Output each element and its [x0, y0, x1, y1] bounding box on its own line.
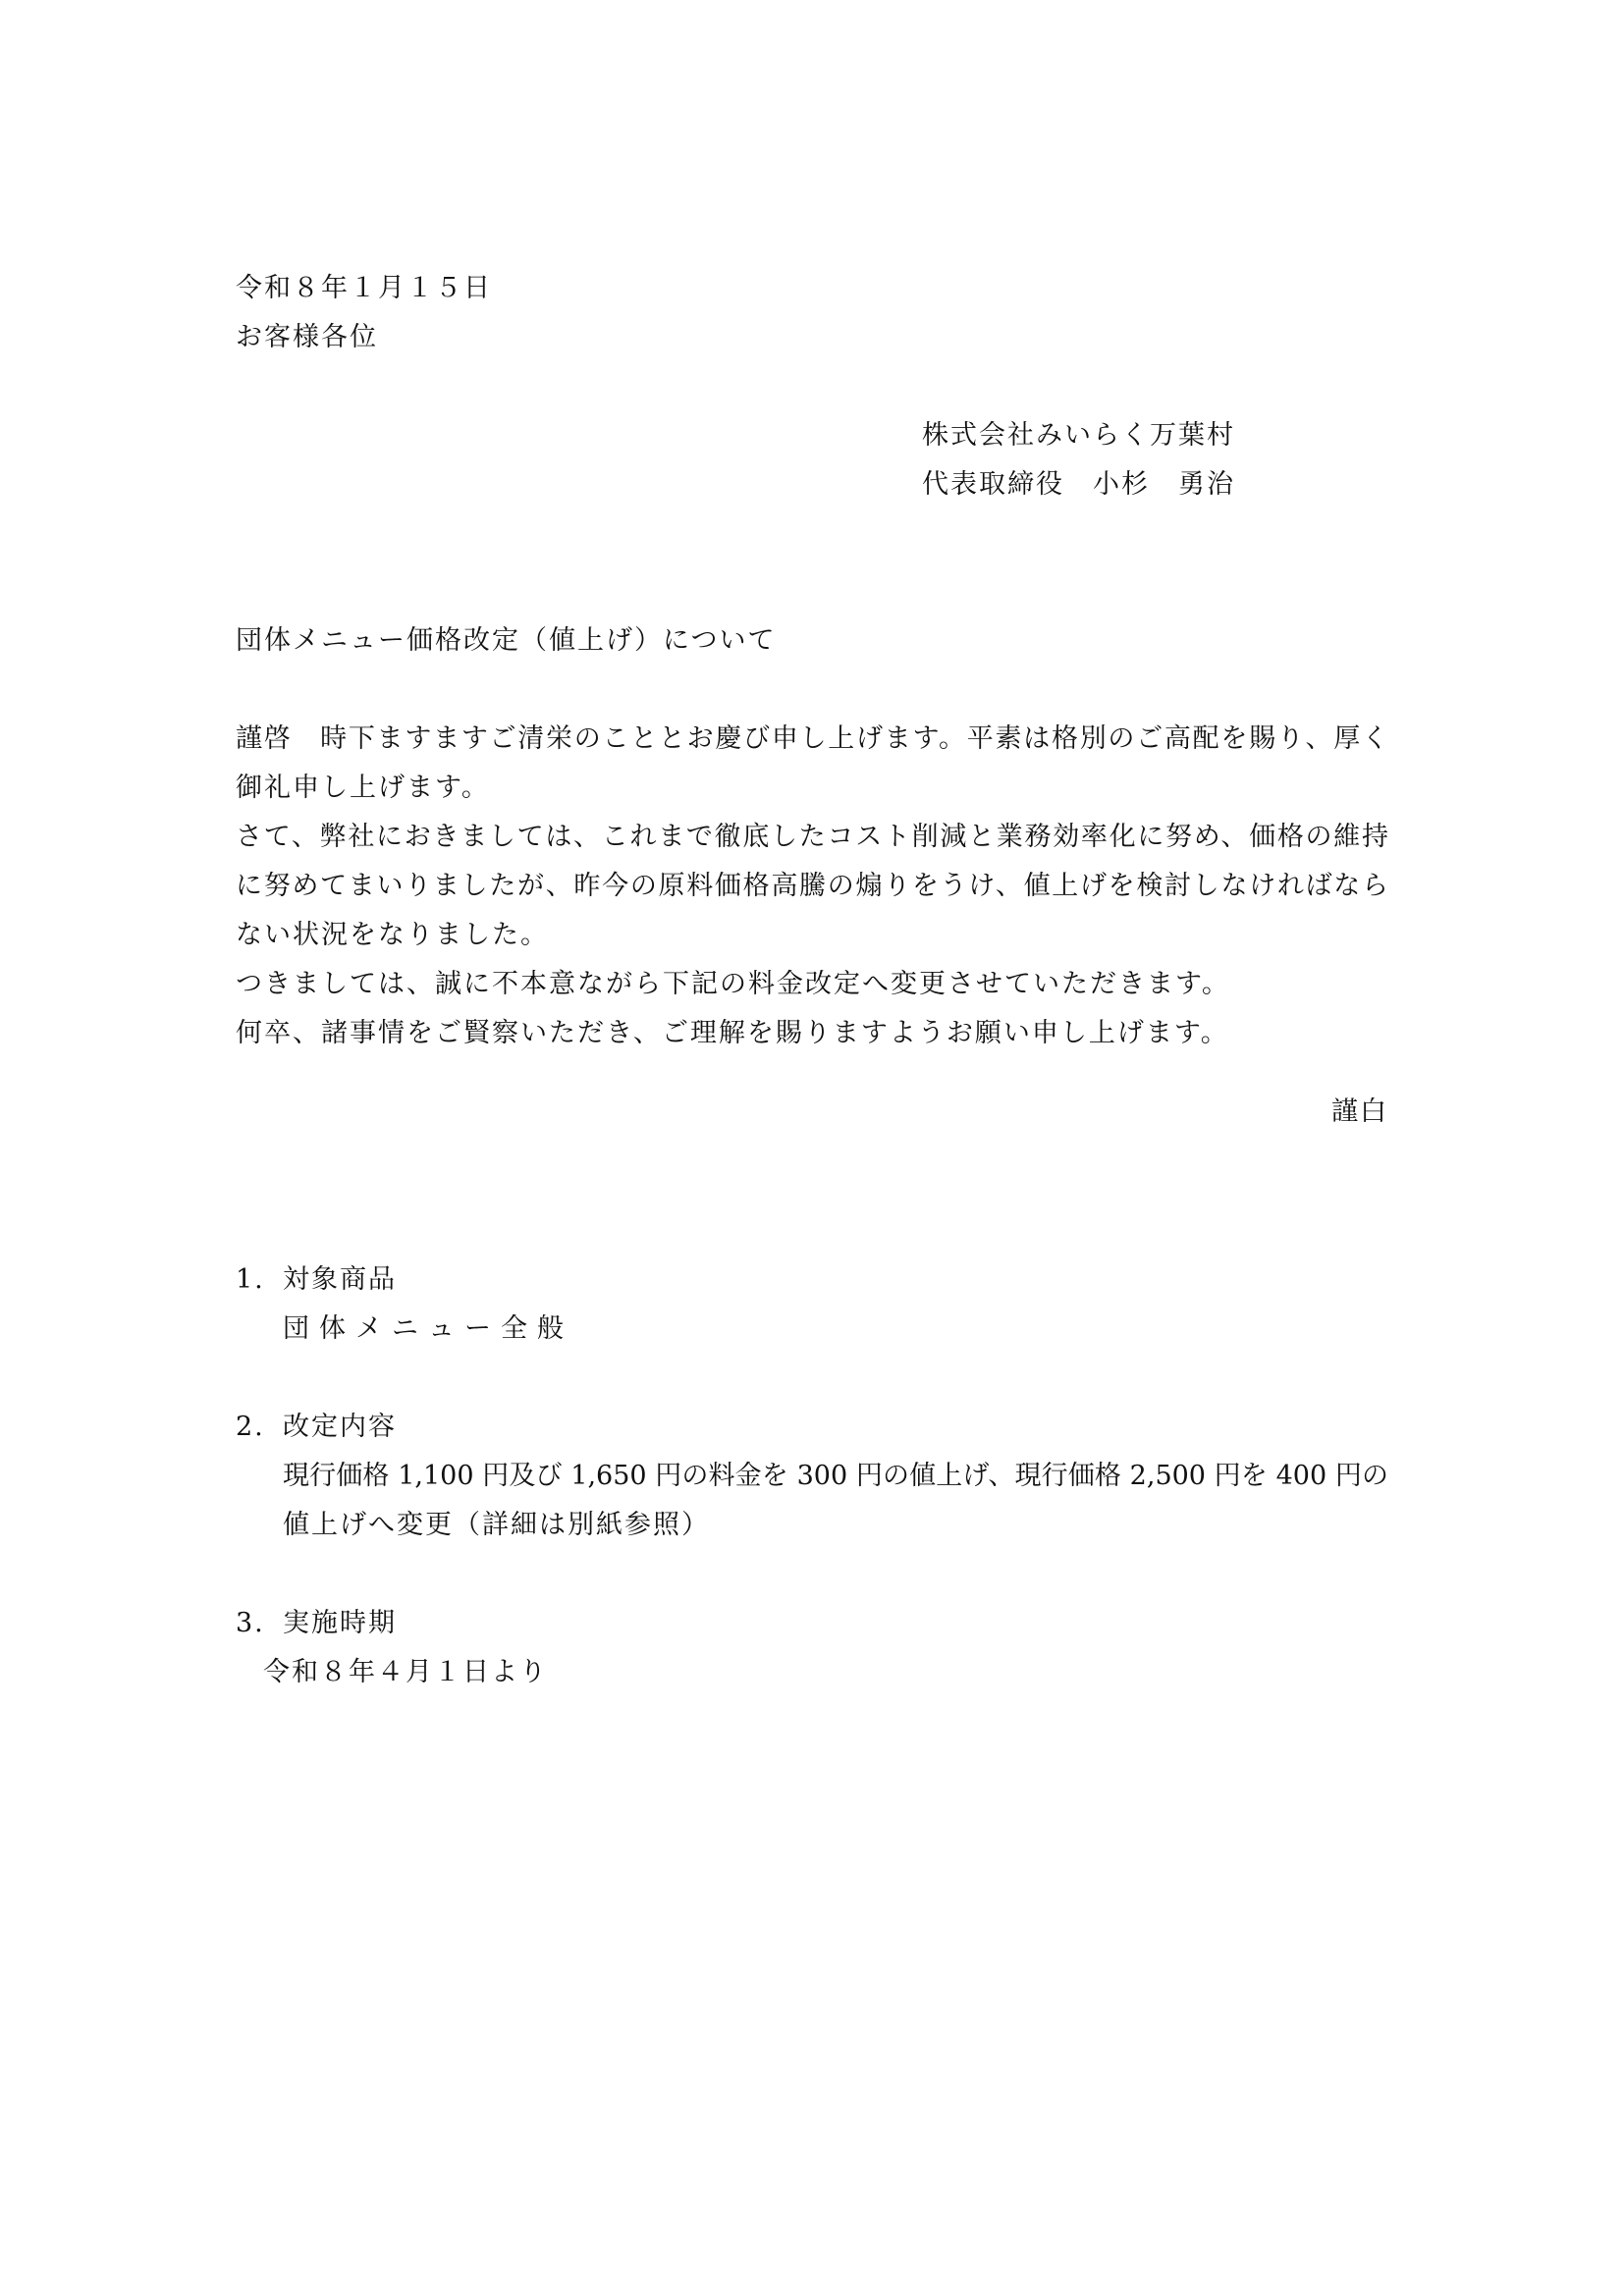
item-detail: 令和８年４月１日より [263, 1657, 548, 1687]
item-detail: 値上げへ変更（詳細は別紙参照） [283, 1510, 710, 1540]
item-heading: 対象商品 [283, 1264, 397, 1295]
body-line: さて、弊社におきましては、これまで徹底したコスト削減と業務効率化に努め、価格の維持 [236, 822, 1388, 852]
item-detail: 団体メニュー全般 [283, 1313, 573, 1344]
letter-recipient: お客様各位 [236, 322, 378, 352]
item-number: 1. [236, 1264, 265, 1295]
item-heading: 実施時期 [283, 1608, 397, 1638]
body-line: ない状況をなりました。 [236, 920, 549, 950]
item-heading: 改定内容 [283, 1412, 397, 1442]
body-line: に努めてまいりましたが、昨今の原料価格高騰の煽りをうけ、値上げを検討しなければなら [236, 871, 1388, 901]
item-number: 2. [236, 1412, 265, 1442]
letter-date: 令和８年１月１５日 [236, 273, 492, 303]
closing-phrase: 謹白 [1331, 1096, 1388, 1127]
body-line: 御礼申し上げます。 [236, 773, 490, 803]
item-detail: 現行価格 1,100 円及び 1,650 円の料金を 300 円の値上げ、現行価格 2,500 円を 400 円の [283, 1461, 1388, 1491]
sender-title-name: 代表取締役 小杉 勇治 [922, 469, 1235, 500]
sender-company: 株式会社みいらく万葉村 [922, 420, 1235, 451]
body-line: 謹啓 時下ますますご清栄のこととお慶び申し上げます。平素は格別のご高配を賜り、厚く [236, 723, 1388, 754]
document-title: 団体メニュー価格改定（値上げ）について [236, 625, 777, 656]
body-line: つきましては、誠に不本意ながら下記の料金改定へ変更させていただきます。 [236, 969, 1230, 999]
body-line: 何卒、諸事情をご賢察いただき、ご理解を賜りますようお願い申し上げます。 [236, 1018, 1229, 1048]
item-number: 3. [236, 1608, 265, 1638]
